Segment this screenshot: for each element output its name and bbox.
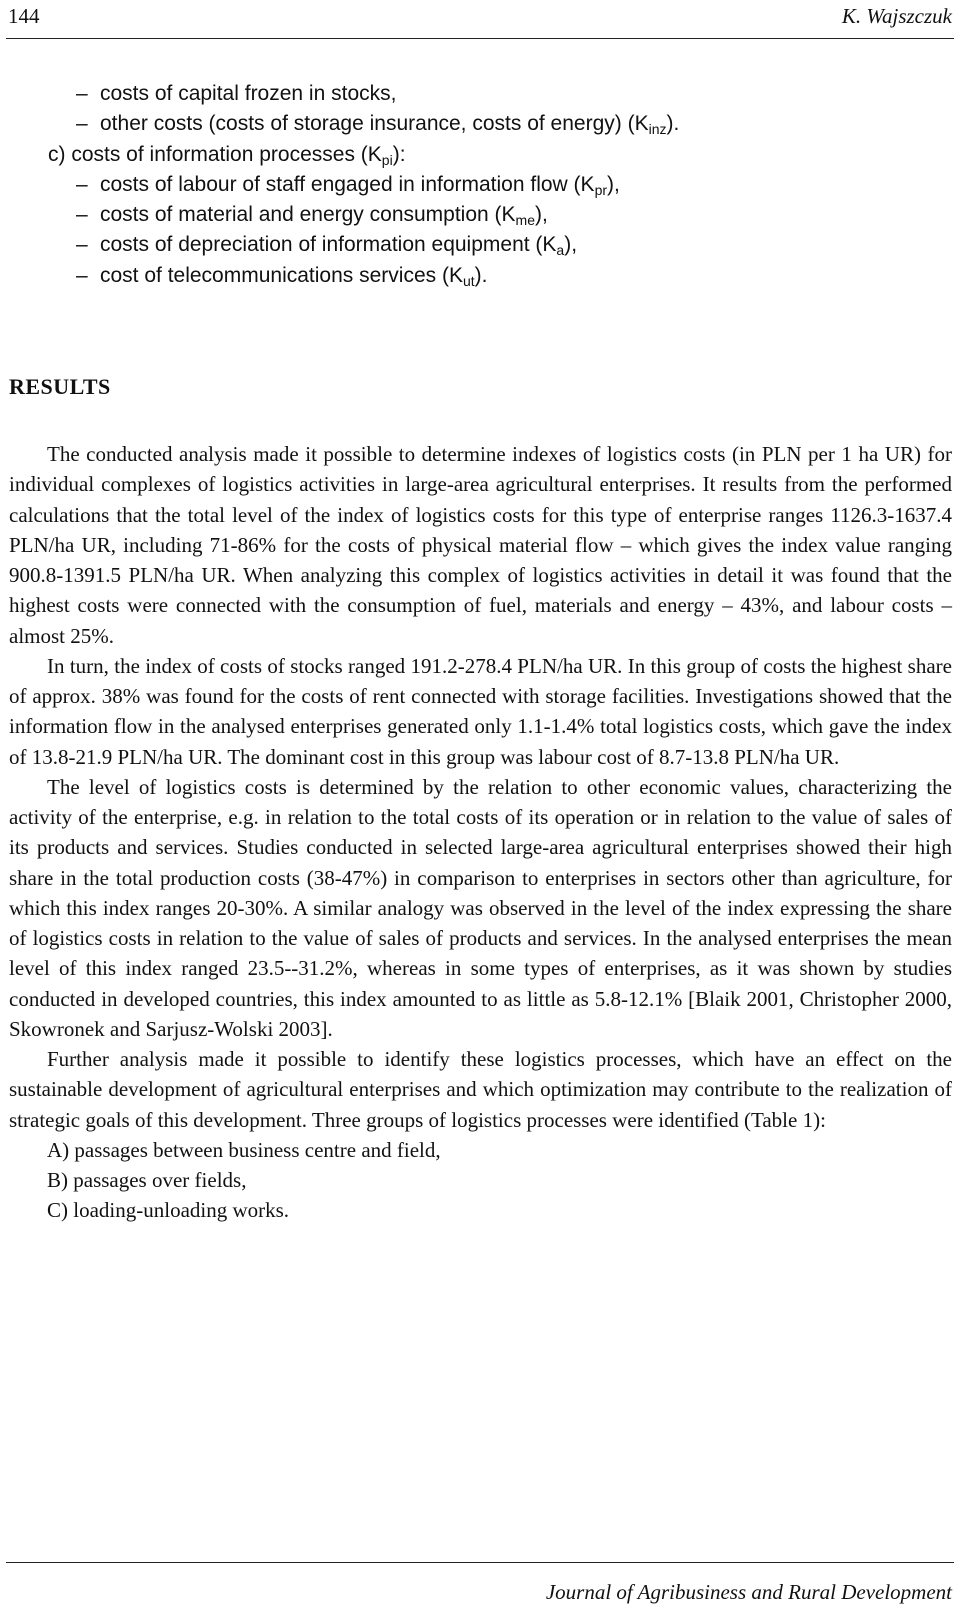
list-item: B) passages over fields,	[47, 1168, 247, 1192]
subscript: a	[556, 242, 565, 259]
list-item-end: ),	[607, 172, 620, 196]
subscript: inz	[648, 121, 667, 138]
list-item-end: ),	[564, 233, 578, 257]
footer-rule	[6, 1562, 954, 1563]
list-item-text: costs of depreciation of information equipment (K	[100, 233, 557, 257]
list-item-end: ).	[474, 263, 488, 287]
dash-bullet: –	[76, 82, 88, 105]
list-item-text: cost of telecommunications services (K	[100, 263, 463, 287]
dash-bullet: –	[76, 263, 88, 287]
list-item	[8, 109, 952, 139]
list-item-text: other costs (costs of storage insurance, costs of energy) (K	[100, 112, 649, 136]
list-item-text: costs of capital frozen in stocks,	[100, 82, 397, 105]
subscript: pi	[381, 151, 393, 168]
paragraph: The conducted analysis made it possible to determine indexes of logistics costs (in PLN per 1 ha UR) for individual complexes of logistics activities in large-area agricultural enterprises. It results from the performed calculations that the total level of the index of logistics costs for this type of enterprise ranges 1126.3-1637.4 PLN/ha UR, including 71-86% for the costs of physical material flow – which gives the index value ranging 900.8-1391.5 PLN/ha UR. When analyzing this complex of logistics activities in detail it was found that the highest costs were connected with the consumption of fuel, materials and energy – 43%, and labour costs – almost 25%.	[9, 442, 952, 648]
list-item	[8, 200, 952, 230]
subscript: me	[515, 212, 535, 229]
subscript: pr	[594, 181, 608, 198]
list-item: A) passages between business centre and field,	[47, 1137, 441, 1162]
paragraph: Further analysis made it possible to identify these logistics processes, which have an effect on the sustainable development of agricultural enterprises and which optimization may contribute to the realization of strategic goals of this development. Three groups of logistics processes were identified (Table 1):	[9, 1047, 952, 1132]
list-item-text: costs of material and energy consumption (K	[100, 203, 516, 227]
list-item-end: ).	[666, 112, 680, 136]
list-item	[8, 170, 952, 200]
group-heading-end: ):	[392, 142, 406, 166]
list-item: C) loading-unloading works.	[47, 1198, 290, 1223]
dash-bullet: –	[76, 112, 88, 136]
list-item-text: costs of labour of staff engaged in information flow (K	[100, 172, 595, 196]
cost-list-continuation	[8, 79, 952, 291]
results-body	[9, 439, 952, 1226]
subscript: ut	[462, 272, 475, 289]
paragraph: In turn, the index of costs of stocks ranged 191.2-278.4 PLN/ha UR. In this group of costs the highest share of approx. 38% was found for the costs of rent connected with storage facilities. Investigations showed that the information flow in the analysed enterprises generated only 1.1-1.4% total logistics costs, which gave the index of 13.8-21.9 PLN/ha UR. The dominant cost in this group was labour cost of 8.7-13.8 PLN/ha UR.	[9, 653, 952, 769]
paragraph: The level of logistics costs is determined by the relation to other economic values, characterizing the activity of the enterprise, e.g. in relation to the total costs of its operation or in relation to the value of sales of its products and services. Studies conducted in selected large-area agricultural enterprises showed their high share in the total production costs (38-47%) in comparison to enterprises in sectors other than agriculture, for which this index ranges 20-30%. A similar analogy was observed in the level of the index expressing the share of logistics costs in relation to the value of sales of products and services. In the analysed enterprises the mean level of this index ranged 23.5--31.2%, whereas in some types of enterprises, as it was shown by studies conducted in developed countries, this index amounted to as little as 5.8-12.1% [Blaik 2001, Christopher 2000, Skowronek and Sarjusz-Wolski 2003].	[9, 774, 952, 1041]
running-header	[8, 4, 952, 38]
dash-bullet: –	[76, 203, 88, 227]
list-item	[8, 79, 952, 109]
dash-bullet: –	[76, 233, 88, 257]
dash-bullet: –	[76, 172, 88, 196]
list-item	[8, 230, 952, 260]
group-heading-text: c) costs of information processes (K	[48, 142, 382, 166]
list-item-end: ),	[535, 203, 548, 227]
list-group-heading	[8, 140, 952, 170]
section-heading: RESULTS	[9, 374, 111, 399]
page-number: 144	[8, 4, 40, 28]
list-item	[8, 261, 952, 291]
header-rule	[6, 38, 954, 39]
journal-name: Journal of Agribusiness and Rural Development	[545, 1580, 952, 1604]
author-name: K. Wajszczuk	[841, 4, 952, 28]
